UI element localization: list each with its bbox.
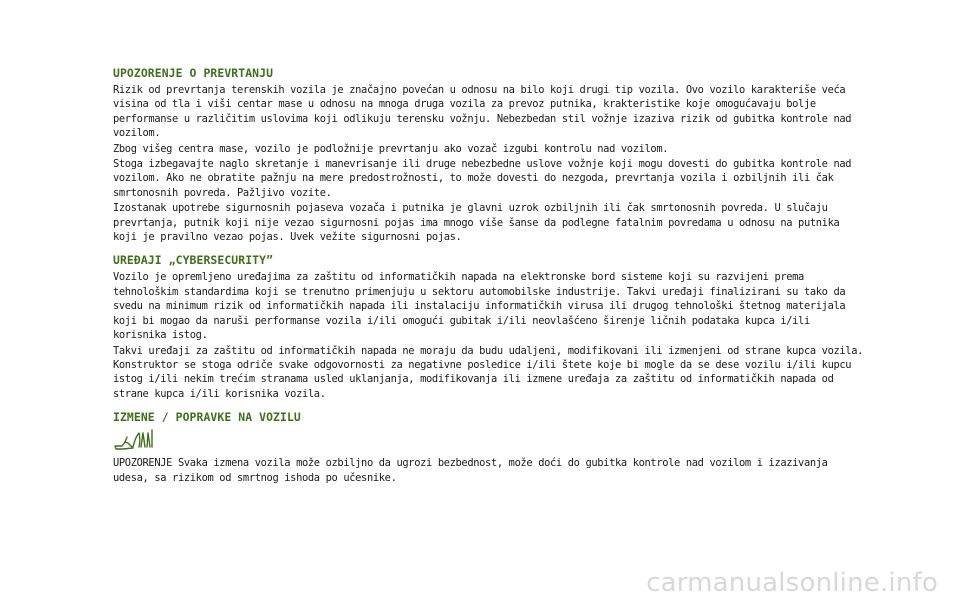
section-heading: UREĐAJI „CYBERSECURITY” <box>113 253 274 268</box>
section-cybersecurity <box>113 253 868 401</box>
hand-pointer-vehicle-icon <box>113 427 868 453</box>
manual-page <box>113 66 868 494</box>
section-heading: IZMENE / POPRAVKE NA VOZILU <box>113 410 301 425</box>
paragraph: Vozilo je opremljeno uređajima za zaštitu od informatičkih napada na elektronske bord sisteme koji su razvijeni prema tehnološkim standardima koji se trenutno primenjuju u sektoru automobilske industrije. Takvi uređaji finalizirani su tako da svedu na minimum rizik od informatičkih napada ili instalaciju informatičkih virusa ili drugog tehnološki štetnog materijala koji bi mogao da naruši performanse vozila i/ili omogući gubitak i/ili neovlašćeno širenje ličnih podataka kupca i/ili korisnika istog. <box>113 271 846 342</box>
paragraph: Izostanak upotrebe sigurnosnih pojaseva vozača i putnika je glavni uzrok ozbiljnih ili čak smrtonosnih povreda. U slučaju prevrtanja, putnik koji nije vezao sigurnosni pojas ima mnogo više šanse da podlegne fatalnim povredama u odnosu na putnika koji je pravilno vezao pojas. Uvek vežite sigurnosni pojas. <box>113 202 840 244</box>
paragraph: Rizik od prevrtanja terenskih vozila je značajno povećan u odnosu na bilo koji drugi tip vozila. Ovo vozilo karakteriše veća visina od tla i viši centar mase u odnosu na mnoga druga vozila za prevoz putnika, krakteristike koje omogućavaju bolje performanse u različitim uslovima koji odlikuju terensku vožnju. Nebezbedan stil vožnje izaziva rizik od gubitka kontrole nad vozilom. <box>113 84 852 140</box>
paragraph: UPOZORENJE Svaka izmena vozila može ozbiljno da ugrozi bezbednost, može doći do gubitka kontrole nad vozilom i izazivanja udesa, sa rizikom od smrtnog ishoda po učesnike. <box>113 457 828 484</box>
watermark: carmanualsonline.info <box>646 568 938 598</box>
section-rollover-warning <box>113 66 868 244</box>
paragraph: Zbog višeg centra mase, vozilo je podložnije prevrtanju ako vozač izgubi kontrolu nad vozilom. <box>113 142 669 155</box>
section-vehicle-modifications <box>113 410 868 485</box>
paragraph: Stoga izbegavajte naglo skretanje i manevrisanje ili druge nebezbedne uslove vožnje koji mogu dovesti do gubitka kontrole nad vozilom. Ako ne obratite pažnju na mere predostrožnosti, to može dovesti do nezgoda, prevrtanja vozila i ozbiljnih ili čak smrtonosnih povreda. Pažljivo vozite. <box>113 158 852 199</box>
section-heading: UPOZORENJE O PREVRTANJU <box>113 66 274 80</box>
paragraph: Takvi uređaji za zaštitu od informatičkih napada ne moraju da budu udaljeni, modifikovani ili izmenjeni od strane kupca vozila. Konstruktor se stoga odriče svake odgovornosti za negativne posledice i/ili štete koje bi mogle da se dese vozilu i/ili kupcu istog i/ili nekim trećim stranama usled uklanjanja, modifikovanja ili izmene uređaja za zaštitu od informatičkih napada od strane kupca i/ili korisnika vozila. <box>113 344 864 400</box>
